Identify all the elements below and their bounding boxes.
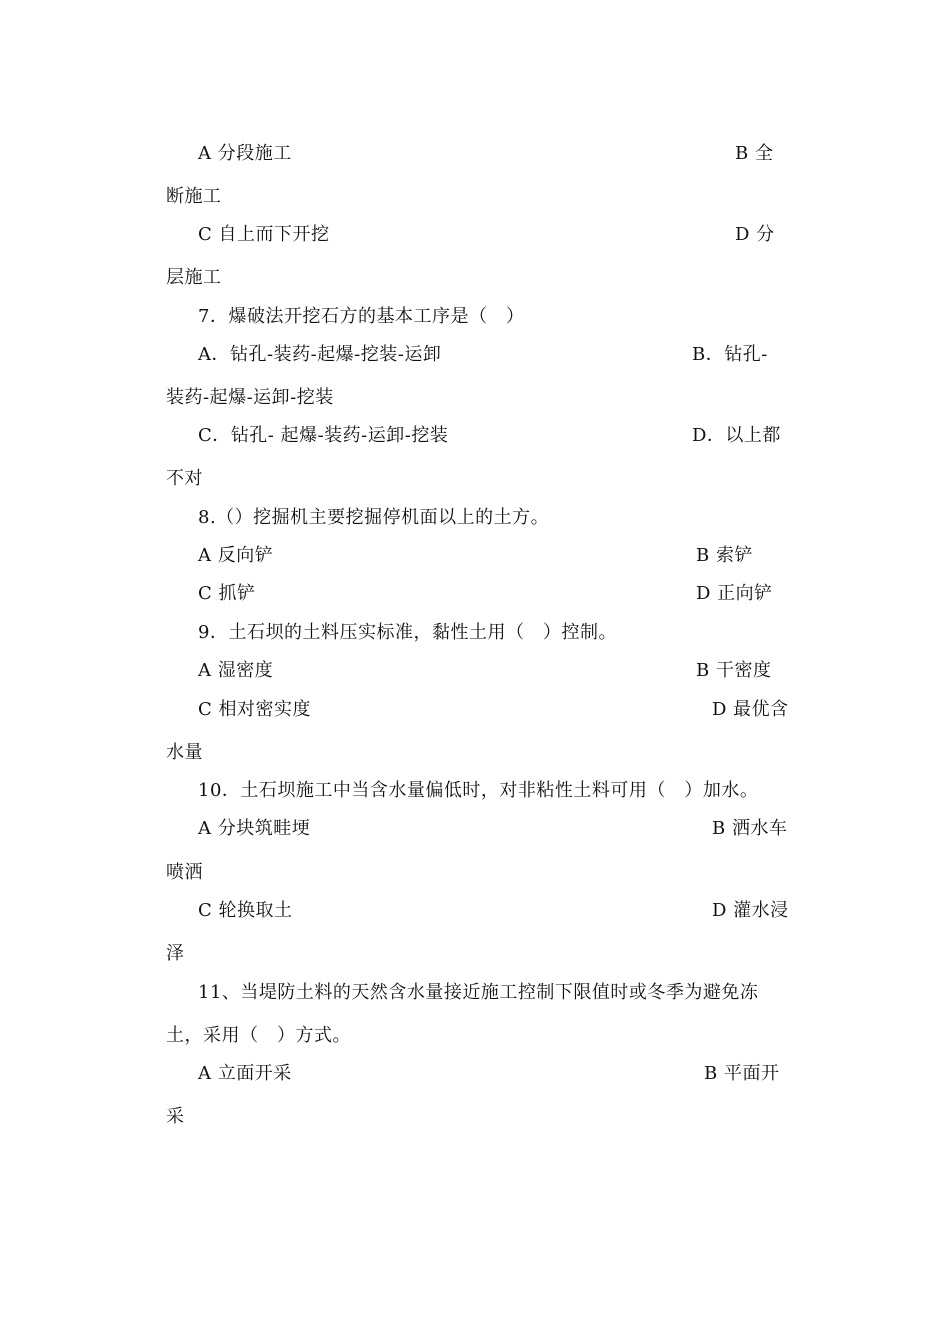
q11-option-a: A 立面开采 [198, 1063, 292, 1084]
q9-option-c: C 相对密实度 [198, 699, 311, 720]
question-10: 10．土石坝施工中当含水量偏低时，对非粘性土料可用（ ）加水。 [198, 780, 759, 801]
q9-option-d: D 最优含 [712, 699, 789, 720]
q10-option-a: A 分块筑畦埂 [198, 818, 311, 839]
q6-option-b: B 全 [735, 143, 774, 164]
question-11: 11、当堤防土料的天然含水量接近施工控制下限值时或冬季为避免冻 [198, 982, 759, 1003]
q6-option-a: A 分段施工 [198, 143, 292, 164]
q7-option-b-cont: 装药-起爆-运卸-挖装 [166, 387, 334, 408]
question-11-cont: 土，采用（ ）方式。 [166, 1025, 351, 1046]
q7-option-b: B．钻孔- [692, 344, 768, 365]
q11-option-b-cont: 采 [166, 1106, 185, 1127]
q9-option-d-cont: 水量 [166, 742, 203, 763]
q11-option-b: B 平面开 [704, 1063, 780, 1084]
q10-option-d: D 灌水浸 [712, 900, 789, 921]
q10-option-b: B 洒水车 [712, 818, 788, 839]
q6-option-d-cont: 层施工 [166, 267, 222, 288]
question-7: 7．爆破法开挖石方的基本工序是（ ） [198, 306, 525, 327]
q6-option-b-cont: 断施工 [166, 186, 222, 207]
q7-option-d: D．以上都 [692, 425, 781, 446]
q8-option-c: C 抓铲 [198, 583, 256, 604]
q10-option-c: C 轮换取土 [198, 900, 293, 921]
q7-option-a: A．钻孔-装药-起爆-挖装-运卸 [198, 344, 442, 365]
q6-option-c: C 自上而下开挖 [198, 224, 330, 245]
q6-option-d: D 分 [735, 224, 775, 245]
q10-option-d-cont: 泽 [166, 943, 185, 964]
q9-option-a: A 湿密度 [198, 660, 274, 681]
q10-option-b-cont: 喷洒 [166, 862, 203, 883]
q7-option-d-cont: 不对 [166, 468, 203, 489]
question-8: 8.（）挖掘机主要挖掘停机面以上的土方。 [198, 507, 550, 528]
q8-option-d: D 正向铲 [696, 583, 773, 604]
q9-option-b: B 干密度 [696, 660, 772, 681]
question-9: 9．土石坝的土料压实标准，黏性土用（ ）控制。 [198, 622, 617, 643]
q8-option-b: B 索铲 [696, 545, 753, 566]
q7-option-c: C．钻孔- 起爆-装药-运卸-挖装 [198, 425, 449, 446]
q8-option-a: A 反向铲 [198, 545, 274, 566]
